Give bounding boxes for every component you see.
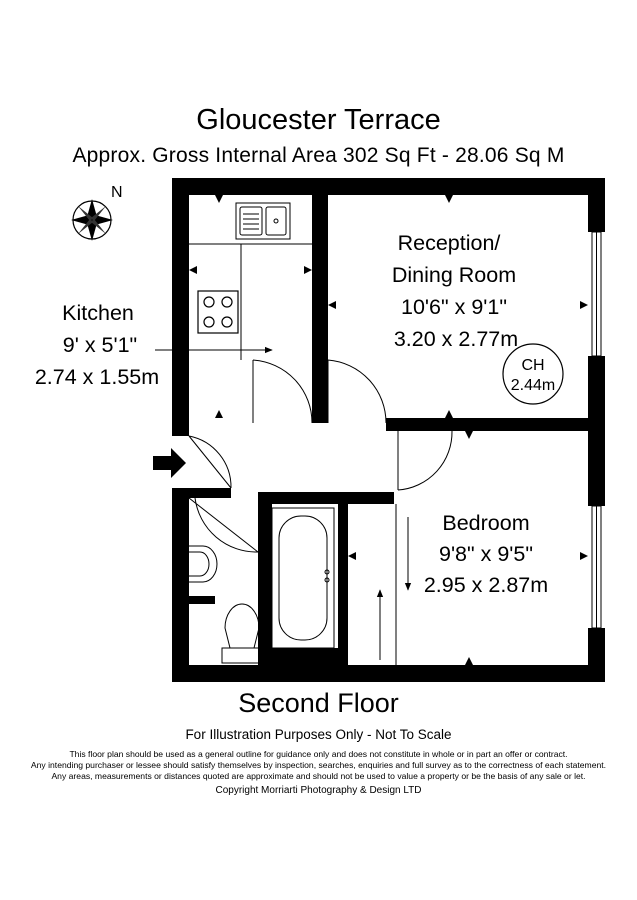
ceiling-height-label: CH xyxy=(521,357,545,374)
ceiling-height-value: 2.44m xyxy=(510,377,556,394)
disclaimer-line-2: Any intending purchaser or lessee should satisfy themselves by inspection, searches, enquiries and full survey as to the correctness of each statement. xyxy=(30,760,607,770)
copyright: Copyright Morriarti Photography & Design LTD xyxy=(215,785,422,796)
reception-name-line1: Reception/ xyxy=(397,231,501,255)
ceiling-height-badge xyxy=(503,344,563,404)
bedroom-name: Bedroom xyxy=(442,511,530,535)
kitchen-name: Kitchen xyxy=(62,301,134,325)
disclaimer-line-1: This floor plan should be used as a general outline for guidance only and does not constitute in whole or in part an offer or contract. xyxy=(69,749,568,759)
gross-internal-area: Approx. Gross Internal Area 302 Sq Ft - 28.06 Sq M xyxy=(72,144,565,167)
reception-name-line2: Dining Room xyxy=(391,263,517,287)
illustration-note: For Illustration Purposes Only - Not To Scale xyxy=(185,727,452,742)
hob-icon xyxy=(198,291,238,333)
washbasin-icon xyxy=(189,546,217,582)
floor-name: Second Floor xyxy=(238,688,399,718)
kitchen-metric: 2.74 x 1.55m xyxy=(34,365,160,389)
kitchen-worktop xyxy=(189,244,312,360)
sink-icon xyxy=(236,203,290,239)
compass-icon xyxy=(71,199,113,241)
plan-title: Gloucester Terrace xyxy=(196,104,441,136)
kitchen-imperial: 9' x 5'1" xyxy=(62,333,138,357)
reception-metric: 3.20 x 2.77m xyxy=(393,327,519,351)
toilet-icon xyxy=(222,604,264,663)
reception-imperial: 10'6" x 9'1" xyxy=(401,295,507,319)
bedroom-metric: 2.95 x 2.87m xyxy=(423,573,549,597)
wardrobe-icon xyxy=(380,504,408,665)
compass-north-label: N xyxy=(111,184,123,201)
disclaimer-line-3: Any areas, measurements or distances quoted are approximate and should not be used to value a property or be the basis of any sale or let. xyxy=(51,771,586,781)
bath-icon xyxy=(272,508,334,648)
bedroom-imperial: 9'8" x 9'5" xyxy=(439,542,533,566)
entrance-arrow-icon xyxy=(153,448,186,478)
